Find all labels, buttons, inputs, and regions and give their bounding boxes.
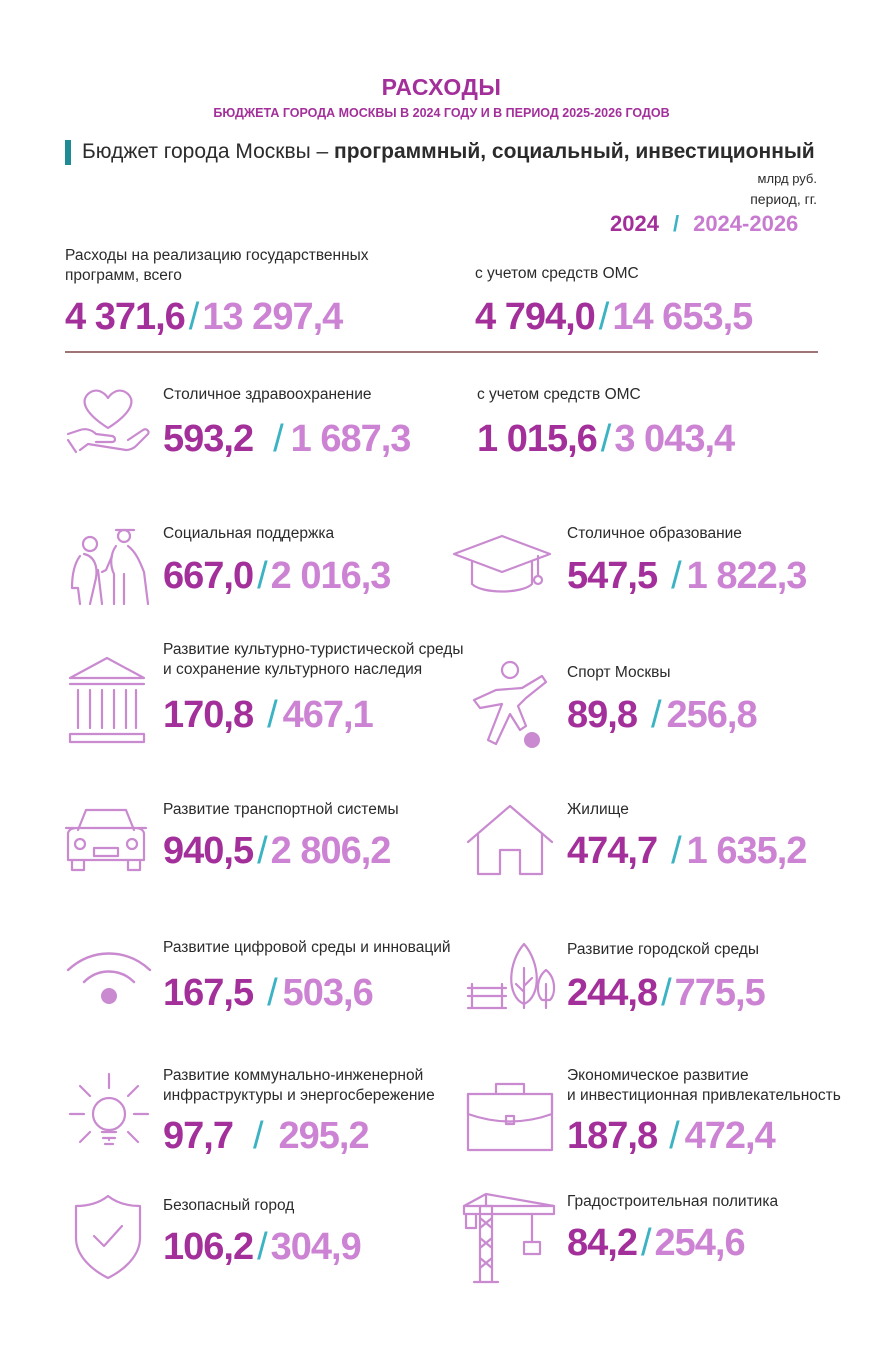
digital-2024-value: 167,5 [163,972,254,1014]
light-bulb-icon [68,1070,150,1160]
total-label-line1: Расходы на реализацию государственных [65,247,369,264]
transport-label: Развитие транспортной системы [163,801,399,818]
football-player-icon [470,660,552,752]
total-2024-value: 4 371,6 [65,296,185,338]
housing-values [567,830,806,873]
value-slash: / [257,830,267,872]
utilities-label-line1: Развитие коммунально-инженерной [163,1067,424,1084]
construction-values [567,1222,745,1265]
year-slash: / [672,211,680,236]
sport-period-value: 256,8 [666,694,757,736]
culture-label-line1: Развитие культурно-туристической среды [163,641,464,658]
culture-label [163,640,464,680]
safety-2024-value: 106,2 [163,1226,254,1268]
value-slash: / [600,418,611,460]
year-range: 2024-2026 [693,211,799,236]
culture-period-value: 467,1 [282,694,373,736]
housing-label: Жилище [567,801,629,818]
total-oms-values [475,296,752,339]
utilities-label-line2: инфраструктуры и энергосбережение [163,1087,435,1104]
sport-2024-value: 89,8 [567,694,637,736]
value-slash: / [257,555,267,597]
digital-period-value: 503,6 [282,972,373,1014]
value-slash: / [188,296,199,338]
museum-icon [66,656,148,746]
utilities-period-value: 295,2 [278,1115,369,1157]
year-single: 2024 [610,211,659,236]
car-icon [64,806,148,874]
housing-period-value: 1 635,2 [686,830,807,872]
social-2024-value: 667,0 [163,555,254,597]
page-subtitle: БЮДЖЕТА ГОРОДА МОСКВЫ В 2024 ГОДУ И В ПЕРИОД 2025-2026 ГОДОВ [213,106,670,120]
total-oms-label: с учетом средств ОМС [475,265,639,282]
safety-period-value: 304,9 [270,1226,361,1268]
briefcase-icon [466,1080,554,1152]
sport-values [567,694,757,737]
elderly-people-icon [64,526,152,608]
transport-values [163,830,390,873]
education-period-value: 1 822,3 [686,555,807,597]
section-marker [65,140,71,165]
period-label: период, гг. [750,191,817,207]
urban-2024-value: 244,8 [567,972,658,1014]
crane-icon [462,1192,556,1284]
value-slash: / [671,830,681,872]
total-values [65,296,342,339]
value-slash: / [650,694,661,736]
value-slash: / [267,972,277,1014]
sport-label: Спорт Москвы [567,664,671,681]
health-oms-label: с учетом средств ОМС [477,386,641,403]
construction-period-value: 254,6 [654,1222,745,1264]
wifi-icon [64,946,154,1008]
housing-2024-value: 474,7 [567,830,658,872]
utilities-values [163,1115,369,1158]
culture-label-line2: и сохранение культурного наследия [163,661,423,678]
year-legend [610,211,798,237]
section-heading-normal: Бюджет города Москвы – [82,140,335,163]
culture-values [163,694,373,737]
heart-hand-icon [66,384,152,466]
value-slash: / [267,694,277,736]
total-period-value: 13 297,4 [202,296,343,338]
value-slash: / [669,1115,679,1157]
value-slash: / [671,555,681,597]
health-2024-value: 593,2 [163,418,254,460]
total-oms-2024-value: 4 794,0 [475,296,595,338]
health-period-value: 1 687,3 [290,418,411,460]
value-slash: / [661,972,671,1014]
education-2024-value: 547,5 [567,555,658,597]
value-slash: / [252,1115,263,1157]
economy-label-line2: и инвестиционная привлекательность [567,1087,841,1104]
section-heading [82,140,815,164]
digital-label: Развитие цифровой среды и инноваций [163,939,451,956]
section-heading-bold: программный, социальный, инвестиционный [334,140,815,163]
economy-values [567,1115,775,1158]
unit-label: млрд руб. [757,171,817,186]
construction-label: Градостроительная политика [567,1193,779,1210]
health-oms-2024-value: 1 015,6 [477,418,597,460]
urban-period-value: 775,5 [674,972,765,1014]
value-slash: / [257,1226,267,1268]
social-label: Социальная поддержка [163,525,335,542]
shield-check-icon [72,1194,144,1280]
graduation-cap-icon [452,534,552,598]
safety-values [163,1226,361,1269]
utilities-2024-value: 97,7 [163,1115,233,1157]
value-slash: / [273,418,283,460]
health-oms-period-value: 3 043,4 [614,418,735,460]
safety-label: Безопасный город [163,1197,295,1214]
transport-period-value: 2 806,2 [270,830,391,872]
health-label: Столичное здравоохранение [163,386,372,403]
total-label [65,246,369,286]
economy-2024-value: 187,8 [567,1115,658,1157]
house-icon [466,804,554,876]
economy-period-value: 472,4 [684,1115,775,1157]
value-slash: / [598,296,609,338]
total-oms-period-value: 14 653,5 [612,296,753,338]
total-label-line2: программ, всего [65,267,182,284]
economy-label [567,1066,841,1106]
economy-label-line1: Экономическое развитие [567,1067,749,1084]
urban-values [567,972,765,1015]
value-slash: / [640,1222,651,1264]
park-bench-tree-icon [466,938,558,1010]
construction-2024-value: 84,2 [567,1222,637,1264]
transport-2024-value: 940,5 [163,830,254,872]
social-period-value: 2 016,3 [270,555,391,597]
health-values [163,418,410,461]
utilities-label [163,1066,435,1106]
page-title: РАСХОДЫ [381,74,502,100]
education-label: Столичное образование [567,525,742,542]
culture-2024-value: 170,8 [163,694,254,736]
divider [65,351,818,353]
urban-label: Развитие городской среды [567,941,759,958]
social-values [163,555,390,598]
digital-values [163,972,373,1015]
education-values [567,555,806,598]
health-oms-values [477,418,734,461]
